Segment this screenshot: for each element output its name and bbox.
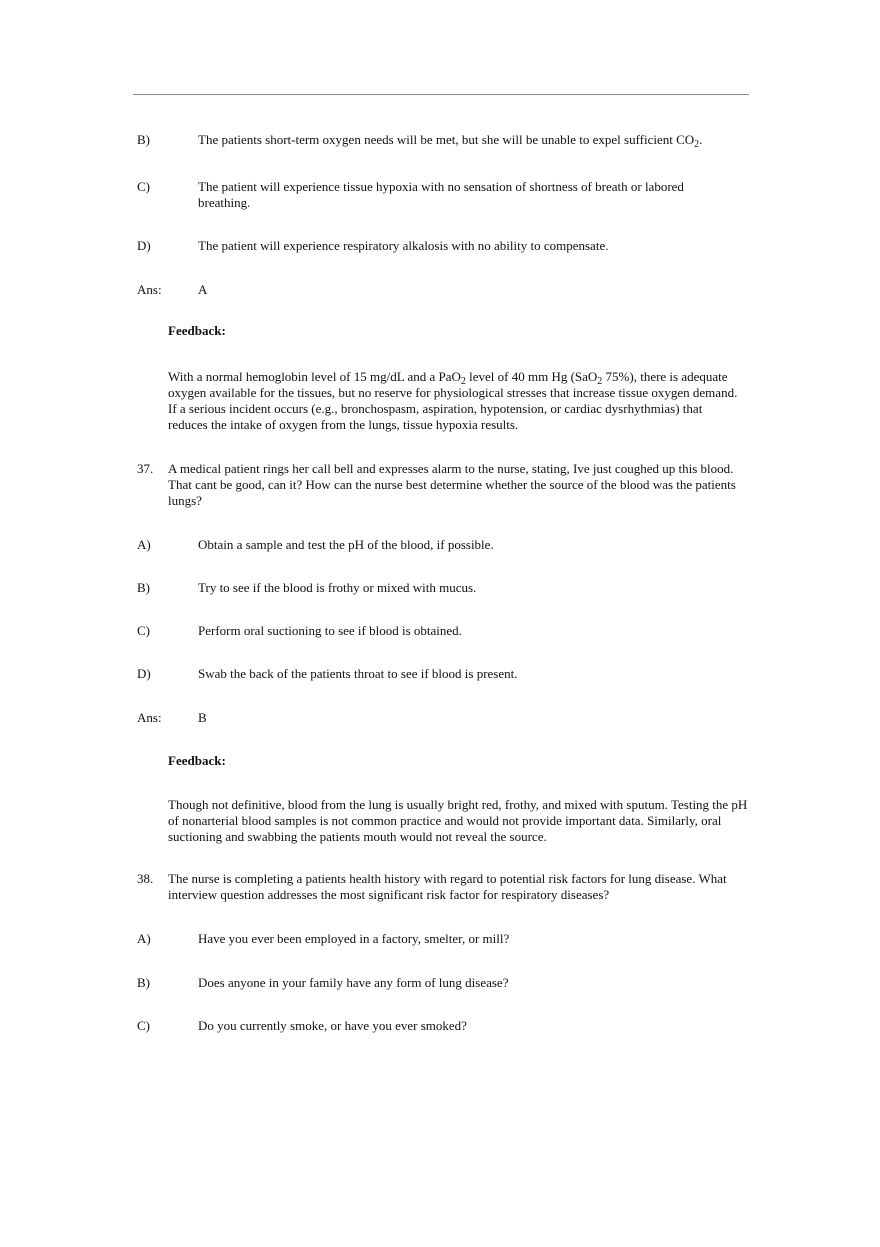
feedback-text: Though not definitive, blood from the lung is usually bright red, frothy, and mixed with sputum. Testing the pH of nonarterial blood samples is not common practice and would not provide important data. Similarly, oral suctioning and swabbing the patients mouth would not reveal the source. — [168, 797, 748, 844]
question-number: 38. — [137, 871, 154, 886]
option-text: The patients short-term oxygen needs will be met, but she will be unable to expel sufficient $CO_2$. — [198, 132, 703, 150]
option-text: The patient will experience tissue hypoxia with no sensation of shortness of breath or labored breathing. — [198, 179, 684, 210]
option-text: Have you ever been employed in a factory, smelter, or mill? — [198, 931, 510, 946]
option-text: Does anyone in your family have any form of lung disease? — [198, 975, 509, 990]
option-label: C) — [137, 623, 150, 638]
option-text: Swab the back of the patients throat to see if blood is present. — [198, 666, 518, 681]
question-stem: A medical patient rings her call bell and expresses alarm to the nurse, stating, Ive just coughed up this blood. That cant be good, can it? How can the nurse best determine whether the source of the blood was the patients lungs? — [168, 461, 736, 508]
option-label: A) — [137, 931, 151, 946]
option-text: Try to see if the blood is frothy or mixed with mucus. — [198, 580, 477, 595]
answer-label: Ans: — [137, 282, 162, 297]
option-label: A) — [137, 537, 151, 552]
feedback-heading: Feedback: — [168, 753, 226, 768]
feedback-text: With a normal hemoglobin level of 15 mg/dL and a PaO$_2$ level of 40 mm Hg (SaO$_2$ 75%), there is adequate oxygen available for the tissues, but no reserve for physiological stresses that increase tissue oxygen demand. If a serious incident occurs (e.g., bronchospasm, aspiration, hypotension, or cardiac dysrhythmias) that reduces the intake of oxygen from the lungs, tissue hypoxia results. — [168, 369, 738, 432]
option-label: C) — [137, 179, 150, 194]
option-label: B) — [137, 975, 150, 990]
option-text: Perform oral suctioning to see if blood is obtained. — [198, 623, 462, 638]
header-rule — [133, 94, 749, 95]
option-text: Obtain a sample and test the pH of the blood, if possible. — [198, 537, 494, 552]
option-label: B) — [137, 580, 150, 595]
question-number: 37. — [137, 461, 154, 476]
question-stem: The nurse is completing a patients health history with regard to potential risk factors for lung disease. What interview question addresses the most significant risk factor for respiratory diseases? — [168, 871, 727, 902]
answer-value: A — [198, 282, 208, 297]
option-text: The patient will experience respiratory alkalosis with no ability to compensate. — [198, 238, 609, 253]
feedback-heading: Feedback: — [168, 323, 226, 338]
option-label: B) — [137, 132, 150, 147]
option-label: C) — [137, 1018, 150, 1033]
option-text: Do you currently smoke, or have you ever smoked? — [198, 1018, 467, 1033]
option-label: D) — [137, 666, 151, 681]
option-label: D) — [137, 238, 151, 253]
answer-value: B — [198, 710, 207, 725]
answer-label: Ans: — [137, 710, 162, 725]
